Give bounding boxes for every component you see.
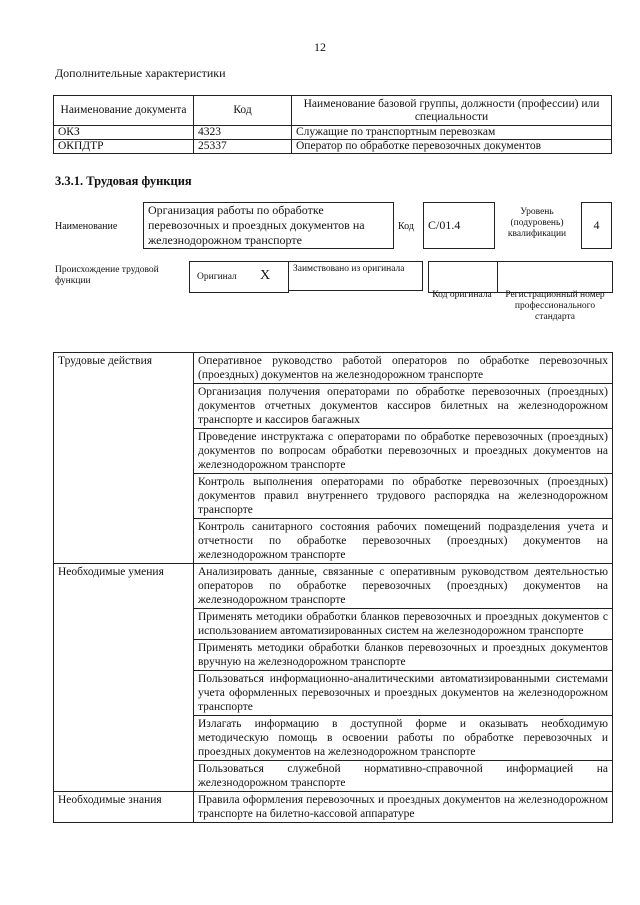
page-number: 12	[314, 40, 326, 54]
name-label: Наименование	[55, 221, 118, 232]
cell-code: 25337	[194, 140, 292, 154]
original-box	[189, 261, 289, 293]
cell-name: Оператор по обработке перевозочных документов	[292, 140, 612, 154]
cell-name: Служащие по транспортным перевозкам	[292, 126, 612, 140]
level-value-box: 4	[581, 202, 612, 249]
table-row	[54, 126, 612, 140]
cell-code: 4323	[194, 126, 292, 140]
item-cell: Применять методики обработки бланков перевозочных и проездных документов вручную на железнодорожном транспорте	[194, 640, 613, 671]
original-label: Оригинал	[197, 272, 237, 282]
item-cell: Пользоваться служебной нормативно-справочной информацией на железнодорожном транспорте	[194, 761, 613, 792]
additional-characteristics-title: Дополнительные характеристики	[55, 66, 226, 80]
item-cell: Анализировать данные, связанные с оперативным руководством деятельностью операторов по обработке перевозочных (проездных) документов на железнодорожном транспорте	[194, 564, 613, 609]
reg-number-label: Регистрационный номер профессионального стандарта	[505, 290, 605, 322]
item-cell: Применять методики обработки бланков перевозочных и проездных документов с использованием автоматизированных систем на железнодорожном транспорте	[194, 609, 613, 640]
labor-function-table	[53, 352, 613, 823]
section-title: 3.3.1. Трудовая функция	[55, 174, 192, 188]
table-row	[54, 353, 613, 384]
item-cell: Излагать информацию в доступной форме и оказывать необходимую методическую помощь в освоении работы по обработке перевозочных и проездных документов на железнодорожном транспорте	[194, 716, 613, 761]
item-cell: Контроль выполнения операторами по обработке перевозочных (проездных) документов правил внутреннего трудового распорядка на железнодорожном транспорте	[194, 474, 613, 519]
item-cell: Правила оформления перевозочных и проездных документов на железнодорожном транспорте на билетно-кассовой аппаратуре	[194, 792, 613, 823]
cell-doc: ОКПДТР	[54, 140, 194, 154]
cell-doc: ОКЗ	[54, 126, 194, 140]
code-original-label: Код оригинала	[432, 290, 492, 300]
item-cell: Организация получения операторами по обработке перевозочных (проездных) документов отчетных документов кассиров билетных на железнодорожном транспорте и кассиров багажных	[194, 384, 613, 429]
code-label: Код	[398, 221, 414, 232]
additional-characteristics-table	[53, 95, 612, 154]
category-cell: Трудовые действия	[54, 353, 194, 564]
origin-label: Происхождение трудовой функции	[55, 265, 159, 286]
table-row	[54, 564, 613, 609]
reg-number-box	[497, 261, 613, 293]
item-cell: Проведение инструктажа с операторами по обработке перевозочных (проездных) документов по вопросам обработки перевозочных и проездных документов на железнодорожном транспорте	[194, 429, 613, 474]
item-cell: Пользоваться информационно-аналитическими автоматизированными системами учета оформленных перевозочных и проездных документов на железнодорожном транспорте	[194, 671, 613, 716]
category-cell: Необходимые знания	[54, 792, 194, 823]
borrowed-box: Заимствовано из оригинала	[288, 261, 423, 291]
category-cell: Необходимые умения	[54, 564, 194, 792]
header-group-name: Наименование базовой группы, должности (профессии) или специальности	[292, 96, 612, 126]
table-header-row	[54, 96, 612, 126]
item-cell: Оперативное руководство работой операторов по обработке перевозочных (проездных) документов на железнодорожном транспорте	[194, 353, 613, 384]
header-doc-name: Наименование документа	[54, 96, 194, 126]
item-cell: Контроль санитарного состояния рабочих помещений подразделения учета и отчетности по обработке перевозочных (проездных) документов на железнодорожном транспорте	[194, 519, 613, 564]
function-name-box: Организация работы по обработке перевозочных и проездных документов на железнодорожном транспорте	[143, 202, 394, 249]
function-code-box: С/01.4	[423, 202, 495, 249]
code-original-box	[428, 261, 498, 293]
table-row	[54, 792, 613, 823]
original-mark: Х	[260, 268, 271, 283]
level-label: Уровень (подуровень) квалификации	[507, 207, 567, 239]
header-code: Код	[194, 96, 292, 126]
table-row	[54, 140, 612, 154]
